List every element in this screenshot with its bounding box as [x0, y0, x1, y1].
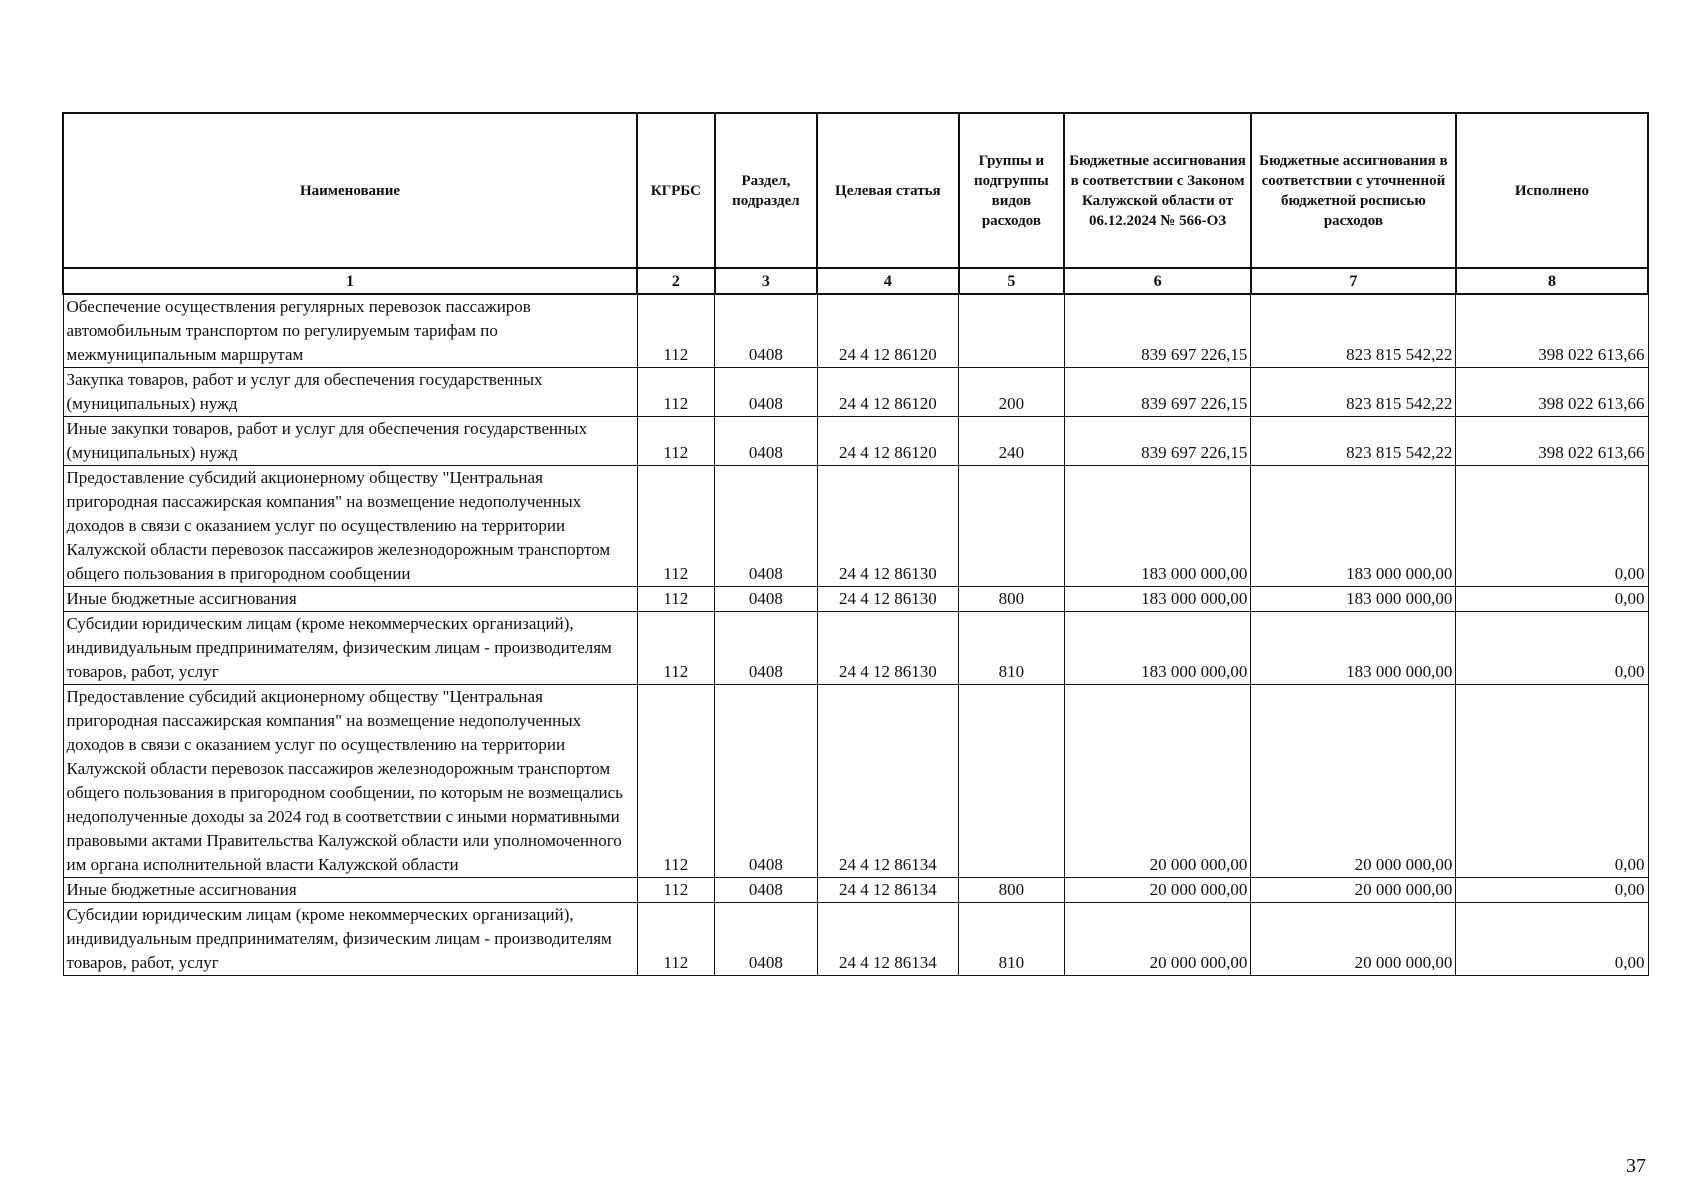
row-article: 24 4 12 86134: [817, 878, 958, 903]
row-group: 800: [959, 878, 1065, 903]
row-refined: 20 000 000,00: [1251, 878, 1456, 903]
budget-sheet: [62, 112, 1649, 976]
table-row: [63, 903, 1648, 976]
row-name: Субсидии юридическим лицам (кроме некоммерческих организаций), индивидуальным предпринимателям, физическим лицам - производителям товаров, работ, услуг: [63, 612, 637, 685]
header-target-article: Целевая статья: [817, 113, 958, 268]
column-number: 4: [817, 268, 958, 294]
row-law: 183 000 000,00: [1064, 587, 1251, 612]
header-row: [63, 113, 1648, 268]
header-section: Раздел, подраздел: [715, 113, 818, 268]
header-expense-groups: Группы и подгруппы видов расходов: [959, 113, 1065, 268]
row-law: 20 000 000,00: [1064, 878, 1251, 903]
row-section: 0408: [715, 466, 818, 587]
row-kgrbs: 112: [637, 878, 715, 903]
row-section: 0408: [715, 903, 818, 976]
row-article: 24 4 12 86120: [817, 368, 958, 417]
row-executed: 398 022 613,66: [1456, 417, 1648, 466]
row-law: 20 000 000,00: [1064, 685, 1251, 878]
row-name: Предоставление субсидий акционерному обществу "Центральная пригородная пассажирская компания" на возмещение недополученных доходов в связи с оказанием услуг по осуществлению на территории Калужской области перевозок пассажиров железнодорожным транспортом общего пользования в пригородном сообщении, по которым не возмещались недополученные доходы за 2024 год в соответствии с иными нормативными правовыми актами Правительства Калужской области или уполномоченного им органа исполнительной власти Калужской области: [63, 685, 637, 878]
row-law: 839 697 226,15: [1064, 294, 1251, 368]
row-kgrbs: 112: [637, 294, 715, 368]
row-group: [959, 685, 1065, 878]
column-number: 7: [1251, 268, 1456, 294]
table-row: [63, 587, 1648, 612]
page-number: 37: [1626, 1155, 1646, 1177]
row-group: [959, 466, 1065, 587]
header-law-allocations: Бюджетные ассигнования в соответствии с Законом Калужской области от 06.12.2024 № 566-ОЗ: [1064, 113, 1251, 268]
row-executed: 0,00: [1456, 685, 1648, 878]
row-refined: 823 815 542,22: [1251, 417, 1456, 466]
table-row: [63, 466, 1648, 587]
table-row: [63, 417, 1648, 466]
row-group: 200: [959, 368, 1065, 417]
row-section: 0408: [715, 294, 818, 368]
row-kgrbs: 112: [637, 466, 715, 587]
row-law: 839 697 226,15: [1064, 417, 1251, 466]
table-row: [63, 878, 1648, 903]
row-executed: 0,00: [1456, 587, 1648, 612]
row-refined: 183 000 000,00: [1251, 466, 1456, 587]
row-group: 800: [959, 587, 1065, 612]
row-refined: 20 000 000,00: [1251, 903, 1456, 976]
row-executed: 0,00: [1456, 466, 1648, 587]
row-kgrbs: 112: [637, 612, 715, 685]
header-executed: Исполнено: [1456, 113, 1648, 268]
row-executed: 398 022 613,66: [1456, 368, 1648, 417]
row-refined: 183 000 000,00: [1251, 587, 1456, 612]
row-article: 24 4 12 86120: [817, 294, 958, 368]
row-article: 24 4 12 86134: [817, 685, 958, 878]
row-refined: 823 815 542,22: [1251, 368, 1456, 417]
row-article: 24 4 12 86130: [817, 612, 958, 685]
row-section: 0408: [715, 417, 818, 466]
row-article: 24 4 12 86130: [817, 587, 958, 612]
row-section: 0408: [715, 878, 818, 903]
row-section: 0408: [715, 368, 818, 417]
row-article: 24 4 12 86130: [817, 466, 958, 587]
row-group: 810: [959, 612, 1065, 685]
row-name: Предоставление субсидий акционерному обществу "Центральная пригородная пассажирская компания" на возмещение недополученных доходов в связи с оказанием услуг по осуществлению на территории Калужской области перевозок пассажиров железнодорожным транспортом общего пользования в пригородном сообщении: [63, 466, 637, 587]
table-row: [63, 368, 1648, 417]
row-refined: 20 000 000,00: [1251, 685, 1456, 878]
row-refined: 183 000 000,00: [1251, 612, 1456, 685]
table-row: [63, 612, 1648, 685]
row-name: Иные бюджетные ассигнования: [63, 878, 637, 903]
row-name: Субсидии юридическим лицам (кроме некоммерческих организаций), индивидуальным предпринимателям, физическим лицам - производителям товаров, работ, услуг: [63, 903, 637, 976]
row-section: 0408: [715, 685, 818, 878]
column-number: 6: [1064, 268, 1251, 294]
row-name: Обеспечение осуществления регулярных перевозок пассажиров автомобильным транспортом по регулируемым тарифам по межмуниципальным маршрутам: [63, 294, 637, 368]
column-number: 1: [63, 268, 637, 294]
row-executed: 0,00: [1456, 903, 1648, 976]
row-article: 24 4 12 86120: [817, 417, 958, 466]
row-refined: 823 815 542,22: [1251, 294, 1456, 368]
row-name: Иные бюджетные ассигнования: [63, 587, 637, 612]
row-name: Иные закупки товаров, работ и услуг для обеспечения государственных (муниципальных) нужд: [63, 417, 637, 466]
row-section: 0408: [715, 587, 818, 612]
row-law: 183 000 000,00: [1064, 612, 1251, 685]
row-group: [959, 294, 1065, 368]
table-row: [63, 685, 1648, 878]
row-group: 240: [959, 417, 1065, 466]
row-section: 0408: [715, 612, 818, 685]
row-law: 839 697 226,15: [1064, 368, 1251, 417]
row-law: 183 000 000,00: [1064, 466, 1251, 587]
row-executed: 0,00: [1456, 612, 1648, 685]
row-group: 810: [959, 903, 1065, 976]
row-executed: 398 022 613,66: [1456, 294, 1648, 368]
column-number: 2: [637, 268, 715, 294]
row-article: 24 4 12 86134: [817, 903, 958, 976]
column-number: 8: [1456, 268, 1648, 294]
row-name: Закупка товаров, работ и услуг для обеспечения государственных (муниципальных) нужд: [63, 368, 637, 417]
row-kgrbs: 112: [637, 685, 715, 878]
row-kgrbs: 112: [637, 903, 715, 976]
header-refined-allocations: Бюджетные ассигнования в соответствии с уточненной бюджетной росписью расходов: [1251, 113, 1456, 268]
row-executed: 0,00: [1456, 878, 1648, 903]
row-kgrbs: 112: [637, 417, 715, 466]
header-name: Наименование: [63, 113, 637, 268]
row-kgrbs: 112: [637, 368, 715, 417]
row-law: 20 000 000,00: [1064, 903, 1251, 976]
column-number: 3: [715, 268, 818, 294]
column-number: 5: [959, 268, 1065, 294]
table-row: [63, 294, 1648, 368]
row-kgrbs: 112: [637, 587, 715, 612]
budget-table: [62, 112, 1649, 976]
header-kgrbs: КГРБС: [637, 113, 715, 268]
column-number-row: [63, 268, 1648, 294]
